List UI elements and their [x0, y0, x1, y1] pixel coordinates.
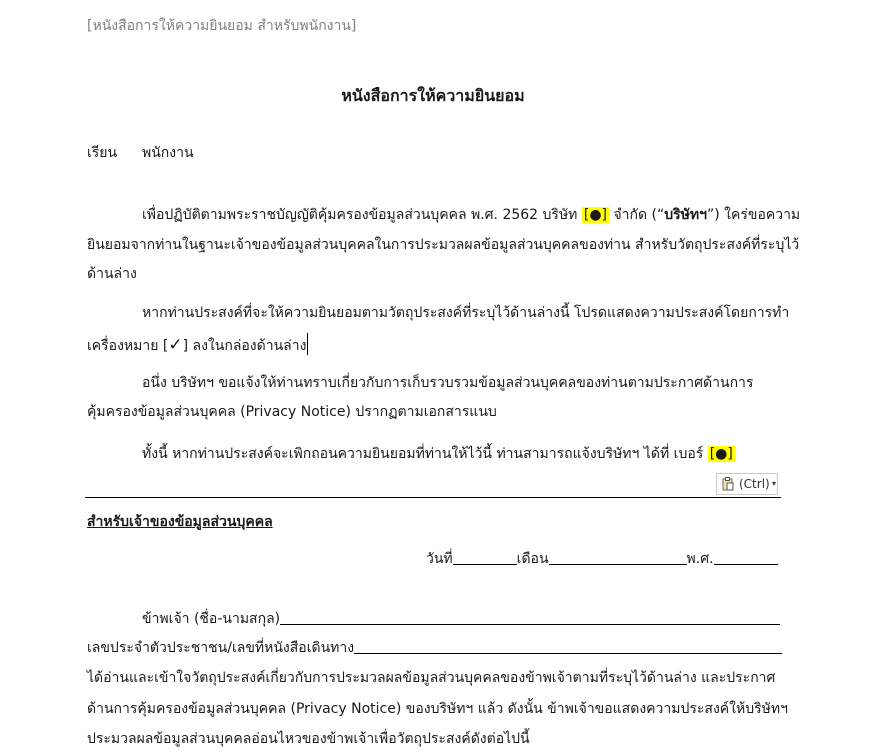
company-short-name: บริษัทฯ [664, 207, 707, 223]
month-blank[interactable] [549, 550, 687, 565]
para1-line1 [142, 205, 800, 225]
form-line4: ด้านการคุ้มครองข้อมูลส่วนบุคคล (Privacy Notice) ของบริษัทฯ แล้ว ดังนั้น ข้าพเจ้าขอแสดงความประสงค์ให้บริษัทฯ [87, 701, 788, 717]
checkmark-icon: ✓ [168, 335, 183, 355]
day-blank[interactable] [453, 550, 517, 565]
para1-line2: ยินยอมจากท่านในฐานะเจ้าของข้อมูลส่วนบุคคลในการประมวลผลข้อมูลส่วนบุคคลของท่าน สำหรับวัตถุประสงค์ที่ระบุไว้ [87, 237, 800, 253]
name-blank[interactable] [280, 610, 780, 625]
para4-text: ทั้งนี้ หากท่านประสงค์จะเพิกถอนความยินยอมที่ท่านให้ไว้นี้ ท่านสามารถแจ้งบริษัทฯ ได้ที่ เบอร์ [142, 446, 708, 462]
company-placeholder: [●] [583, 207, 607, 223]
para1-text-b: จำกัด (“ [609, 207, 665, 223]
form-line5: ประมวลผลข้อมูลส่วนบุคคลอ่อนไหวของข้าพเจ้าเพื่อวัตถุประสงค์ดังต่อไปนี้ [87, 731, 530, 747]
section-divider [85, 497, 781, 498]
salutation-recipient: พนักงาน [142, 145, 194, 161]
text-cursor [307, 333, 308, 355]
document-title: หนังสือการให้ความยินยอม [341, 86, 525, 105]
phone-placeholder: [●] [709, 446, 733, 462]
form-line3: ได้อ่านและเข้าใจวัตถุประสงค์เกี่ยวกับการประมวลผลข้อมูลส่วนบุคคลของข้าพเจ้าตามที่ระบุไว้ด้านล่าง และประกาศ [87, 670, 776, 686]
para2-line1: หากท่านประสงค์ที่จะให้ความยินยอมตามวัตถุประสงค์ที่ระบุไว้ด้านล่างนี้ โปรดแสดงความประสงค์โดยการทำ [142, 305, 790, 321]
paste-options-label: (Ctrl) [739, 477, 770, 491]
date-line [426, 549, 778, 569]
name-label: ข้าพเจ้า (ชื่อ-นามสกุล) [142, 611, 281, 627]
date-day-label: วันที่ [426, 551, 453, 567]
para1-line3: ด้านล่าง [87, 266, 137, 282]
date-year-label: พ.ศ. [686, 551, 714, 567]
para2-line2 [87, 333, 308, 356]
id-line [87, 638, 782, 658]
chevron-down-icon: ▾ [772, 479, 777, 488]
para2-text-a: เครื่องหมาย [ [87, 338, 169, 354]
section-heading: สำหรับเจ้าของข้อมูลส่วนบุคคล [87, 514, 273, 530]
clipboard-icon [722, 477, 734, 491]
para1-text-c: ”) ใคร่ขอความ [706, 207, 801, 223]
id-label: เลขประจำตัวประชาชน/เลขที่หนังสือเดินทาง [87, 640, 355, 656]
date-month-label: เดือน [516, 551, 549, 567]
para1-text-a: เพื่อปฏิบัติตามพระราชบัญญัติคุ้มครองข้อมูลส่วนบุคคล พ.ศ. 2562 บริษัท [142, 207, 582, 223]
name-line [142, 609, 780, 629]
para2-text-b: ] ลงในกล่องด้านล่าง [182, 338, 307, 354]
para4-line1 [142, 444, 735, 464]
para3-line1: อนึ่ง บริษัทฯ ขอแจ้งให้ท่านทราบเกี่ยวกับการเก็บรวบรวมข้อมูลส่วนบุคคลของท่านตามประกาศด้านการ [142, 375, 754, 391]
id-blank[interactable] [354, 639, 782, 654]
salutation-label: เรียน [87, 145, 118, 161]
paste-options-button[interactable] [716, 473, 778, 495]
header-tag: [หนังสือการให้ความยินยอม สำหรับพนักงาน] [87, 18, 357, 34]
para3-line2: คุ้มครองข้อมูลส่วนบุคคล (Privacy Notice) ปรากฏตามเอกสารแนบ [87, 404, 497, 420]
year-blank[interactable] [714, 550, 778, 565]
